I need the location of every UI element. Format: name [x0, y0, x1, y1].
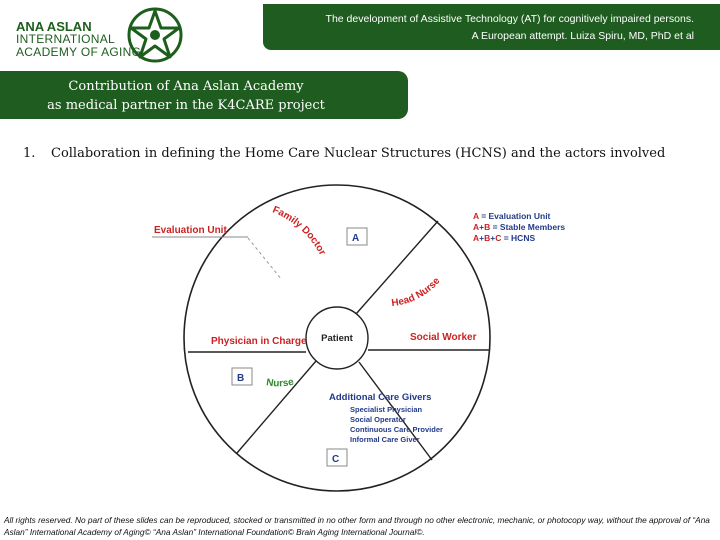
legend-line-3 — [473, 233, 535, 243]
family-doctor-label — [271, 205, 328, 258]
slide-title-line-1: Contribution of Ana Aslan Academy — [68, 79, 304, 94]
legend-c-text: = HCNS — [501, 233, 536, 243]
legend-c-plus-1: + — [479, 233, 485, 243]
evaluation-unit-label: Evaluation Unit — [154, 225, 227, 236]
physician-in-charge-label: Physician in Charge — [211, 336, 307, 347]
care-giver-item: Informal Care Giver — [350, 435, 420, 444]
care-giver-item: Continuous Care Provider — [350, 425, 443, 434]
copyright-footer: All rights reserved. No part of these slides can be reproduced, stocked or transmitted in no other form and through no other electronic, mechanic, or photocopy way, without the approval of “Ana Aslan” International Academy of Aging© “Ana Aslan” International Foundation© Brain Aging International Journal©. — [4, 515, 710, 537]
legend-b-text: = Stable Members — [490, 222, 566, 232]
nurse-label — [265, 377, 295, 390]
care-giver-item: Social Operator — [350, 415, 406, 424]
header-line-1: The development of Assistive Technology (AT) for cognitively impaired persons. — [325, 13, 694, 25]
logo-line-3: ACADEMY OF AGING — [16, 45, 142, 59]
legend-line-2 — [473, 222, 565, 232]
bullet-number: 1. — [23, 146, 36, 161]
bullet-text: Collaboration in defining the Home Care Nuclear Structures (HCNS) and the actors involved — [51, 146, 666, 161]
slide-title-line-2: as medical partner in the K4CARE project — [47, 98, 325, 113]
header-line-2: A European attempt. Luiza Spiru, MD, PhD et al — [471, 30, 694, 42]
additional-care-givers-title: Additional Care Givers — [329, 392, 432, 403]
legend-c-letter-b: B — [484, 233, 491, 243]
legend-a-letter: A — [473, 211, 479, 221]
legend-c-letter-c: C — [495, 233, 502, 243]
box-b-label: B — [237, 373, 245, 384]
care-giver-item: Specialist Physician — [350, 405, 423, 414]
head-nurse-text: Head Nurse — [390, 275, 443, 310]
nurse-text: Nurse — [265, 376, 295, 390]
legend-c-plus-2: + — [490, 233, 496, 243]
patient-label: Patient — [321, 333, 353, 344]
evaluation-unit-pointer — [248, 238, 282, 280]
head-nurse-label — [391, 275, 443, 309]
logo-line-1: ANA ASLAN — [16, 19, 92, 34]
legend-b-plus: + — [479, 222, 485, 232]
legend-a-text: = Evaluation Unit — [478, 211, 551, 221]
legend-b-letter-a: A — [473, 222, 480, 232]
legend-c-letter-a: A — [473, 233, 480, 243]
legend-b-letter-b: B — [484, 222, 491, 232]
legend-line-1 — [473, 211, 551, 221]
logo-line-2: INTERNATIONAL — [16, 32, 116, 46]
box-c-label: C — [332, 454, 340, 465]
family-doctor-text: Family Doctor — [270, 204, 328, 258]
box-a-label: A — [352, 233, 360, 244]
social-worker-label: Social Worker — [410, 332, 477, 343]
